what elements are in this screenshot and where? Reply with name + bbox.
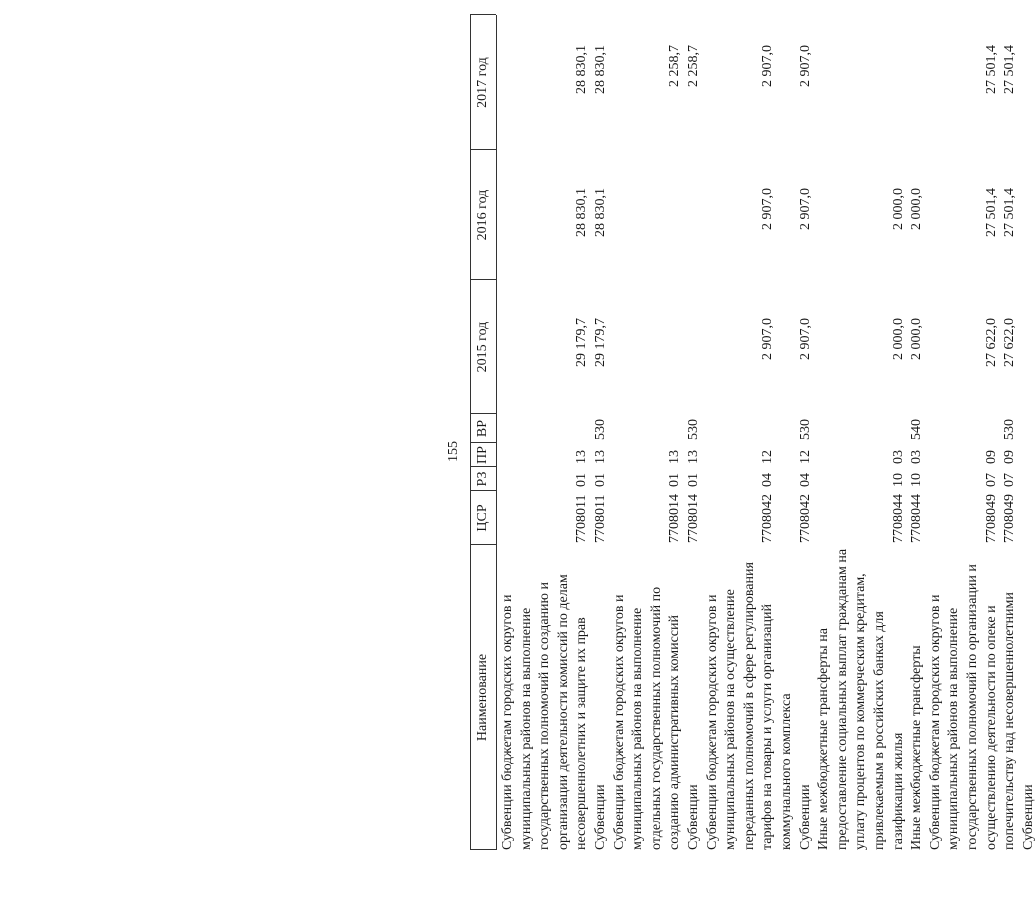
- cell-y2016: 27 501,4: [983, 188, 999, 237]
- cell-pr: 03: [909, 450, 925, 464]
- cell-name: предоставление социальных выплат гражданам на: [834, 548, 850, 850]
- cell-rz: 07: [1002, 473, 1018, 487]
- cell-csr: 7708011: [593, 494, 608, 543]
- cell-csr: 7708044: [890, 494, 906, 543]
- cell-name: муниципальных районов на выполнение: [630, 607, 646, 850]
- header-csr: ЦСР: [475, 504, 490, 532]
- cell-rz: 01: [686, 473, 701, 487]
- cell-pr: 12: [797, 450, 813, 464]
- cell-pr: 09: [1002, 450, 1018, 464]
- cell-y2017: 2 258,7: [686, 45, 701, 87]
- cell-name: Иные межбюджетные трансферты на: [816, 628, 832, 850]
- cell-y2016: 2 000,0: [890, 188, 906, 230]
- cell-name: Иные межбюджетные трансферты: [909, 645, 925, 850]
- header-name: Наименование: [475, 653, 490, 742]
- cell-name: созданию административных комиссий: [667, 614, 683, 850]
- table-header-bottom-border: [496, 15, 497, 850]
- cell-name: Субвенции: [1020, 784, 1036, 850]
- cell-csr: 7708049: [1002, 494, 1018, 543]
- cell-name: Субвенции: [797, 784, 813, 850]
- cell-name: организации деятельности комиссий по делам: [555, 574, 571, 850]
- cell-y2015: 27 622,0: [983, 318, 999, 367]
- cell-name: попечительству над несовершеннолетними: [1002, 592, 1018, 850]
- cell-y2015: 27 622,0: [1002, 318, 1018, 367]
- cell-name: государственных полномочий по созданию и: [537, 582, 553, 850]
- cell-y2015: 29 179,7: [574, 318, 590, 367]
- cell-vr: 530: [797, 419, 813, 440]
- cell-vr: 530: [1002, 419, 1018, 440]
- cell-pr: 13: [686, 450, 701, 464]
- header-rz: РЗ: [475, 471, 490, 487]
- cell-y2017: 27 501,4: [983, 45, 999, 94]
- cell-rz: 04: [760, 473, 776, 487]
- table-top-border: [470, 15, 471, 850]
- cell-y2016: 2 907,0: [760, 188, 776, 230]
- cell-y2017: 27 501,4: [1002, 45, 1018, 94]
- cell-pr: 13: [593, 450, 608, 464]
- cell-name: газификации жилья: [890, 732, 906, 850]
- cell-vr: 540: [909, 419, 925, 440]
- cell-rz: 04: [797, 473, 813, 487]
- cell-name: муниципальных районов на выполнение: [518, 607, 534, 850]
- page-number: 155: [446, 441, 461, 462]
- header-2017: 2017 год: [475, 57, 490, 108]
- cell-csr: 7708042: [797, 494, 813, 543]
- cell-rz: 07: [983, 473, 999, 487]
- header-vr: ВР: [475, 419, 490, 438]
- cell-name: Субвенции: [686, 784, 701, 850]
- cell-pr: 12: [760, 450, 776, 464]
- cell-name: Субвенции бюджетам городских округов и: [611, 594, 627, 850]
- cell-y2015: 2 907,0: [797, 318, 813, 360]
- cell-y2016: 28 830,1: [593, 188, 608, 237]
- cell-y2017: 2 258,7: [667, 45, 683, 87]
- cell-pr: 09: [983, 450, 999, 464]
- cell-name: несовершеннолетних и защите их прав: [574, 617, 590, 850]
- cell-csr: 7708011: [574, 494, 590, 543]
- cell-y2015: 2 907,0: [760, 318, 776, 360]
- cell-y2017: 28 830,1: [574, 45, 590, 94]
- cell-name: осуществлению деятельности по опеке и: [983, 605, 999, 850]
- cell-csr: 7708014: [667, 494, 683, 543]
- cell-rz: 01: [593, 473, 608, 487]
- cell-name: муниципальных районов на осуществление: [723, 589, 739, 850]
- cell-y2017: 28 830,1: [593, 45, 608, 94]
- cell-y2016: 28 830,1: [574, 188, 590, 237]
- cell-name: привлекаемым в российских банках для: [872, 611, 887, 850]
- cell-csr: 7708042: [760, 494, 776, 543]
- cell-y2016: 2 000,0: [909, 188, 925, 230]
- cell-y2017: 2 907,0: [760, 45, 776, 87]
- cell-y2016: 27 501,4: [1002, 188, 1018, 237]
- header-pr: ПР: [475, 446, 490, 464]
- cell-vr: 530: [593, 419, 608, 440]
- cell-name: государственных полномочий по организации и: [965, 564, 980, 850]
- header-2016: 2016 год: [475, 189, 490, 241]
- cell-name: Субвенции бюджетам городских округов и: [927, 594, 943, 850]
- cell-name: Субвенции бюджетам городских округов и: [500, 594, 515, 850]
- cell-name: уплату процентов по коммерческим кредитам,: [853, 573, 869, 850]
- cell-y2015: 29 179,7: [593, 318, 608, 367]
- cell-name: переданных полномочий в сфере регулирования: [741, 562, 757, 850]
- cell-rz: 10: [909, 473, 925, 487]
- cell-name: Субвенции: [593, 784, 608, 850]
- cell-name: муниципальных районов на выполнение: [946, 607, 962, 850]
- cell-csr: 7708049: [983, 494, 999, 543]
- cell-pr: 03: [890, 450, 906, 464]
- cell-y2015: 2 000,0: [890, 318, 906, 360]
- cell-rz: 10: [890, 473, 906, 487]
- cell-name: тарифов на товары и услуги организаций: [760, 604, 776, 850]
- cell-name: отдельных государственных полномочий по: [648, 586, 664, 850]
- cell-pr: 13: [574, 450, 590, 464]
- cell-rz: 01: [574, 473, 590, 487]
- cell-csr: 7708044: [909, 494, 925, 543]
- cell-y2017: 2 907,0: [797, 45, 813, 87]
- cell-vr: 530: [686, 419, 701, 440]
- cell-y2016: 2 907,0: [797, 188, 813, 230]
- cell-pr: 13: [667, 450, 683, 464]
- cell-name: Субвенции бюджетам городских округов и: [704, 594, 720, 850]
- cell-y2015: 2 000,0: [909, 318, 925, 360]
- cell-csr: 7708014: [686, 494, 701, 543]
- cell-name: коммунального комплекса: [779, 693, 794, 850]
- header-2015: 2015 год: [475, 321, 490, 373]
- cell-rz: 01: [667, 473, 683, 487]
